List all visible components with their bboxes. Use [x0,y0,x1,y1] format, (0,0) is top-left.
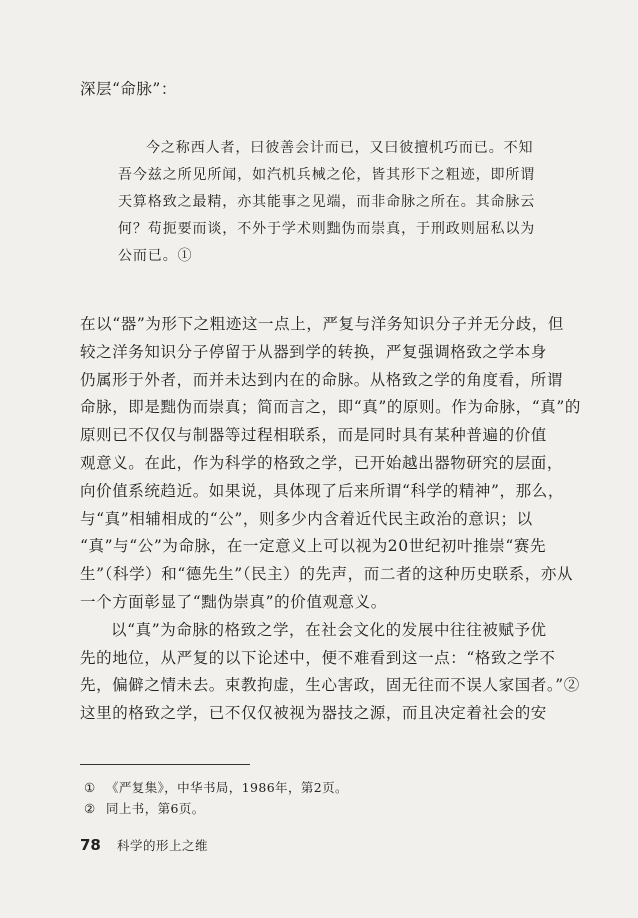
footnote-text: 《严复集》，中华书局，1986年，第2页。 [106,780,348,795]
body-line: 生”（科学）和“德先生”（民主）的先声，而二者的这种历史联系，亦从 [80,565,574,584]
body-line: 这里的格致之学，已不仅仅被视为器技之源，而且决定着社会的安 [80,704,547,723]
footnote-text: 同上书，第6页。 [106,801,205,816]
body-line: 在以“器”为形下之粗迹这一点上，严复与洋务知识分子并无分歧，但 [80,315,564,333]
footnote [84,777,348,798]
quote-line: 何？苟扼要而谈，不外于学术则黜伪而崇真，于刑政则屈私以为 [118,221,536,237]
body-line: 仍属形于外者，而并未达到内在的命脉。从格致之学的角度看，所谓 [80,370,564,389]
footnotes [84,777,348,819]
body-line: 与“真”相辅相成的“公”，则多少内含着近代民主政治的意识；以 [80,509,533,528]
body-line: 先，偏僻之情未去。束教拘虚，生心害政，固无往而不误人家国者。”② [80,676,580,695]
body-line: “真”与“公”为命脉，在一定意义上可以视为20世纪初叶推崇“赛先 [80,537,547,556]
quote-line: 今之称西人者，曰彼善会计而已，又曰彼擅机巧而已。不知 [146,140,534,156]
running-title: 科学的形上之维 [117,838,209,853]
body-line: 以“真”为命脉的格致之学，在社会文化的发展中往往被赋予优 [111,620,547,639]
quote-line: 天算格致之最精，亦其能事之见端，而非命脉之所在。其命脉云 [118,194,536,210]
body-line: 一个方面彰显了“黜伪崇真”的价值观意义。 [80,592,387,611]
quote-line: 吾今兹之所见所闻，如汽机兵械之伦，皆其形下之粗迹，即所谓 [118,167,536,183]
page-number: 78 [80,836,101,854]
body-line: 命脉，即是黜伪而崇真；简而言之，即“真”的原则。作为命脉，“真”的 [80,398,581,417]
body-line: 先的地位，从严复的以下论述中，便不难看到这一点：“格致之学不 [80,648,556,667]
body-text [80,311,581,728]
page-footer [80,836,208,856]
quote-line: 公而已。① [118,248,193,264]
block-quote [118,135,554,270]
footnote-mark: ② [84,801,96,816]
intro-line: 深层“命脉”： [80,80,177,98]
footnote-divider [80,764,250,765]
body-line: 较之洋务知识分子停留于从器到学的转换，严复强调格致之学本身 [80,342,547,361]
body-line: 原则已不仅仅与制器等过程相联系，而是同时具有某种普遍的价值 [80,426,547,445]
footnote-mark: ① [84,780,96,795]
body-line: 向价值系统趋近。如果说，具体现了后来所谓“科学的精神”，那么， [80,481,564,500]
body-line: 观意义。在此，作为科学的格致之学，已开始越出器物研究的层面， [80,453,564,472]
footnote [84,798,348,819]
